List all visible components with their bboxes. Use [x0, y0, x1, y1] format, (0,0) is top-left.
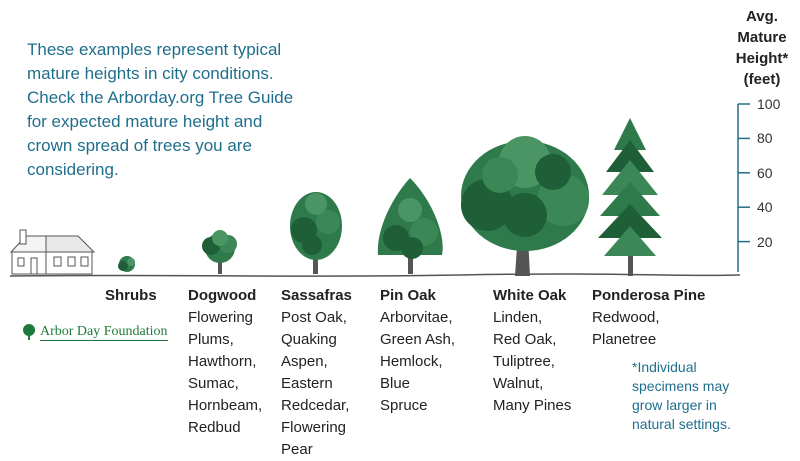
footnote-line: *Individual — [632, 359, 697, 375]
axis-tick-label: 20 — [757, 233, 773, 250]
intro-line: Check the Arborday.org Tree Guide — [27, 88, 294, 107]
similar-tree-example: Tuliptree, — [493, 353, 555, 370]
arbor-day-logo[interactable] — [22, 320, 168, 344]
footnote-line: natural settings. — [632, 416, 731, 432]
intro-line: crown spread of trees you are — [27, 136, 252, 155]
arbor-day-logo-icon — [22, 324, 36, 340]
axis-tick-label: 60 — [757, 164, 773, 181]
footnote — [632, 358, 792, 434]
similar-tree-example: Plums, — [188, 331, 234, 348]
axis-title-line: Avg. — [746, 8, 778, 25]
axis-title-line: Mature — [737, 29, 787, 46]
similar-tree-example: Hemlock, — [380, 353, 443, 370]
axis-tick-label: 80 — [757, 130, 773, 147]
dogwood-tree-icon — [202, 230, 237, 274]
logo-text: Arbor Day Foundation — [40, 323, 168, 339]
ponderosa-pine-tree-icon — [598, 118, 662, 276]
tree-column — [493, 285, 571, 417]
similar-tree-example: Redcedar, — [281, 397, 350, 414]
similar-tree-example: Redbud — [188, 419, 241, 436]
tree-column — [592, 285, 705, 351]
similar-tree-example: Blue — [380, 375, 411, 392]
axis-title-line: (feet) — [743, 71, 781, 88]
tree-column — [380, 285, 455, 417]
similar-tree-example: Flowering — [281, 419, 347, 436]
similar-tree-example: Pear — [281, 441, 313, 458]
similar-tree-example: Walnut, — [493, 375, 544, 392]
similar-tree-example: Post Oak, — [281, 309, 347, 326]
intro-line: considering. — [27, 160, 119, 179]
tree-column — [105, 285, 157, 307]
tree-column — [281, 285, 352, 461]
similar-tree-example: Arborvitae, — [380, 309, 453, 326]
similar-tree-example: Linden, — [493, 309, 543, 326]
footnote-line: grow larger in — [632, 397, 717, 413]
similar-tree-example: Red Oak, — [493, 331, 557, 348]
tree-name: Sassafras — [281, 287, 352, 304]
intro-line: These examples represent typical — [27, 40, 282, 59]
similar-tree-example: Planetree — [592, 331, 657, 348]
similar-tree-example: Quaking — [281, 331, 337, 348]
similar-tree-example: Redwood, — [592, 309, 660, 326]
footnote-line: specimens may — [632, 378, 730, 394]
tree-name: Pin Oak — [380, 287, 436, 304]
similar-tree-example: Aspen, — [281, 353, 328, 370]
tree-name: Ponderosa Pine — [592, 287, 706, 304]
similar-tree-example: Eastern — [281, 375, 333, 392]
axis-ticks — [738, 104, 750, 242]
sassafras-tree-icon — [290, 192, 342, 274]
similar-tree-example: Green Ash, — [380, 331, 456, 348]
similar-tree-example: Many Pines — [493, 397, 572, 414]
axis-tick-label: 100 — [757, 96, 781, 112]
similar-tree-example: Hawthorn, — [188, 353, 257, 370]
similar-tree-example: Spruce — [380, 397, 428, 414]
axis-tick-label: 40 — [757, 199, 773, 216]
white-oak-tree-icon — [461, 136, 589, 276]
axis-title — [722, 6, 800, 90]
intro-line: for expected mature height and — [27, 112, 263, 131]
shrub-icon — [118, 256, 135, 272]
tree-name: Dogwood — [188, 287, 257, 304]
axis-title-line: Height* — [735, 50, 789, 67]
pin-oak-tree-icon — [378, 178, 443, 274]
tree-column — [188, 285, 262, 439]
tree-name: White Oak — [493, 287, 567, 304]
house-icon — [11, 230, 94, 274]
similar-tree-example: Flowering — [188, 309, 254, 326]
similar-tree-example: Sumac, — [188, 375, 239, 392]
intro-line: mature heights in city conditions. — [27, 64, 274, 83]
similar-tree-example: Hornbeam, — [188, 397, 263, 414]
tree-name: Shrubs — [105, 287, 157, 304]
